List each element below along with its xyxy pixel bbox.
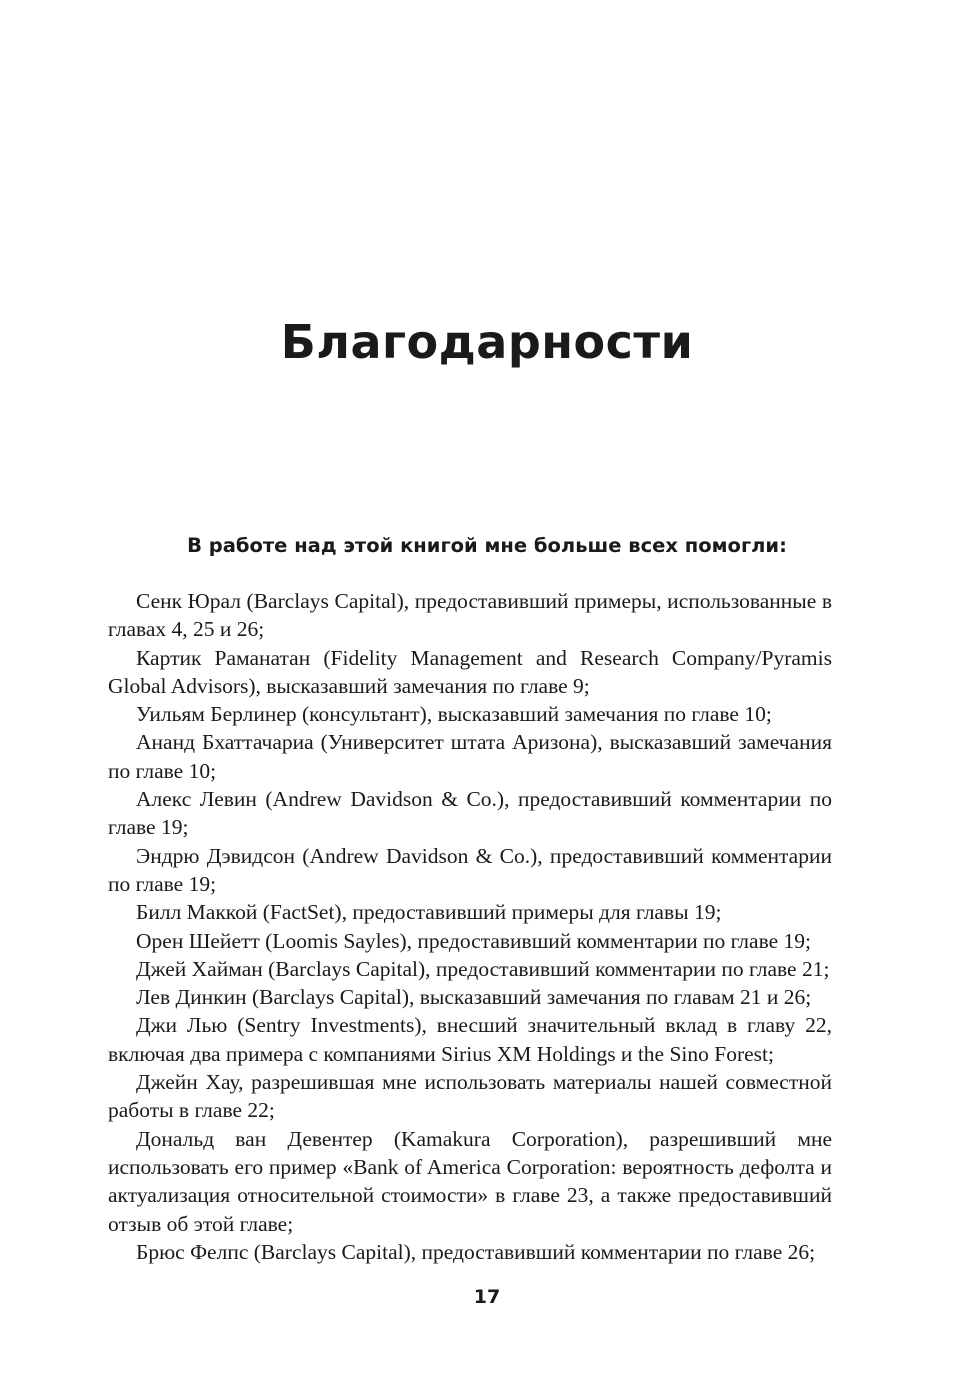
acknowledgement-paragraph: Джи Лью (Sentry Investments), внесший значительный вклад в главу 22, включая два примера с компаниями Sirius XM Holdings и the Sino Forest; [108,1013,832,1066]
acknowledgement-paragraph: Уильям Берлинер (консультант), высказавший замечания по главе 10; [136,702,772,727]
acknowledgement-paragraph: Брюс Фелпс (Barclays Capital), предоставивший комментарии по главе 26; [136,1239,816,1264]
acknowledgement-paragraph: Сенк Юрал (Barclays Capital), предоставивший примеры, использованные в главах 4, 25 и 26; [108,589,832,642]
acknowledgement-paragraph: Эндрю Дэвидсон (Andrew Davidson & Co.), предоставивший комментарии по главе 19; [108,843,832,896]
page-number: 17 [473,1286,501,1308]
acknowledgement-paragraph: Ананд Бхаттачариа (Университет штата Аризона), высказавший замечания по главе 10; [108,730,832,783]
acknowledgement-paragraph: Картик Раманатан (Fidelity Management and Research Company/Pyramis Global Advisors), высказавший замечания по главе 9; [108,645,832,698]
acknowledgements-list [108,587,832,1266]
acknowledgement-paragraph: Джей Хайман (Barclays Capital), предоставивший комментарии по главе 21; [136,956,830,981]
acknowledgement-paragraph: Дональд ван Девентер (Kamakura Corporation), разрешивший мне использовать его пример «Bank of America Corporation: вероятность дефолта и актуализация относительной стоимости» в главе 23, а также предоставивший отзыв об этой главе; [108,1126,832,1236]
acknowledgements-intro: В работе над этой книгой мне больше всех помогли: [187,534,787,557]
acknowledgement-paragraph: Алекс Левин (Andrew Davidson & Co.), предоставивший комментарии по главе 19; [108,787,832,840]
acknowledgement-paragraph: Лев Динкин (Barclays Capital), высказавший замечания по главам 21 и 26; [136,985,812,1010]
acknowledgement-paragraph: Джейн Хау, разрешившая мне использовать материалы нашей совместной работы в главе 22; [108,1070,832,1123]
acknowledgement-paragraph: Билл Маккой (FactSet), предоставивший примеры для главы 19; [136,900,722,925]
acknowledgement-paragraph: Орен Шейетт (Loomis Sayles), предоставивший комментарии по главе 19; [136,928,811,953]
page-title: Благодарности [280,315,694,369]
